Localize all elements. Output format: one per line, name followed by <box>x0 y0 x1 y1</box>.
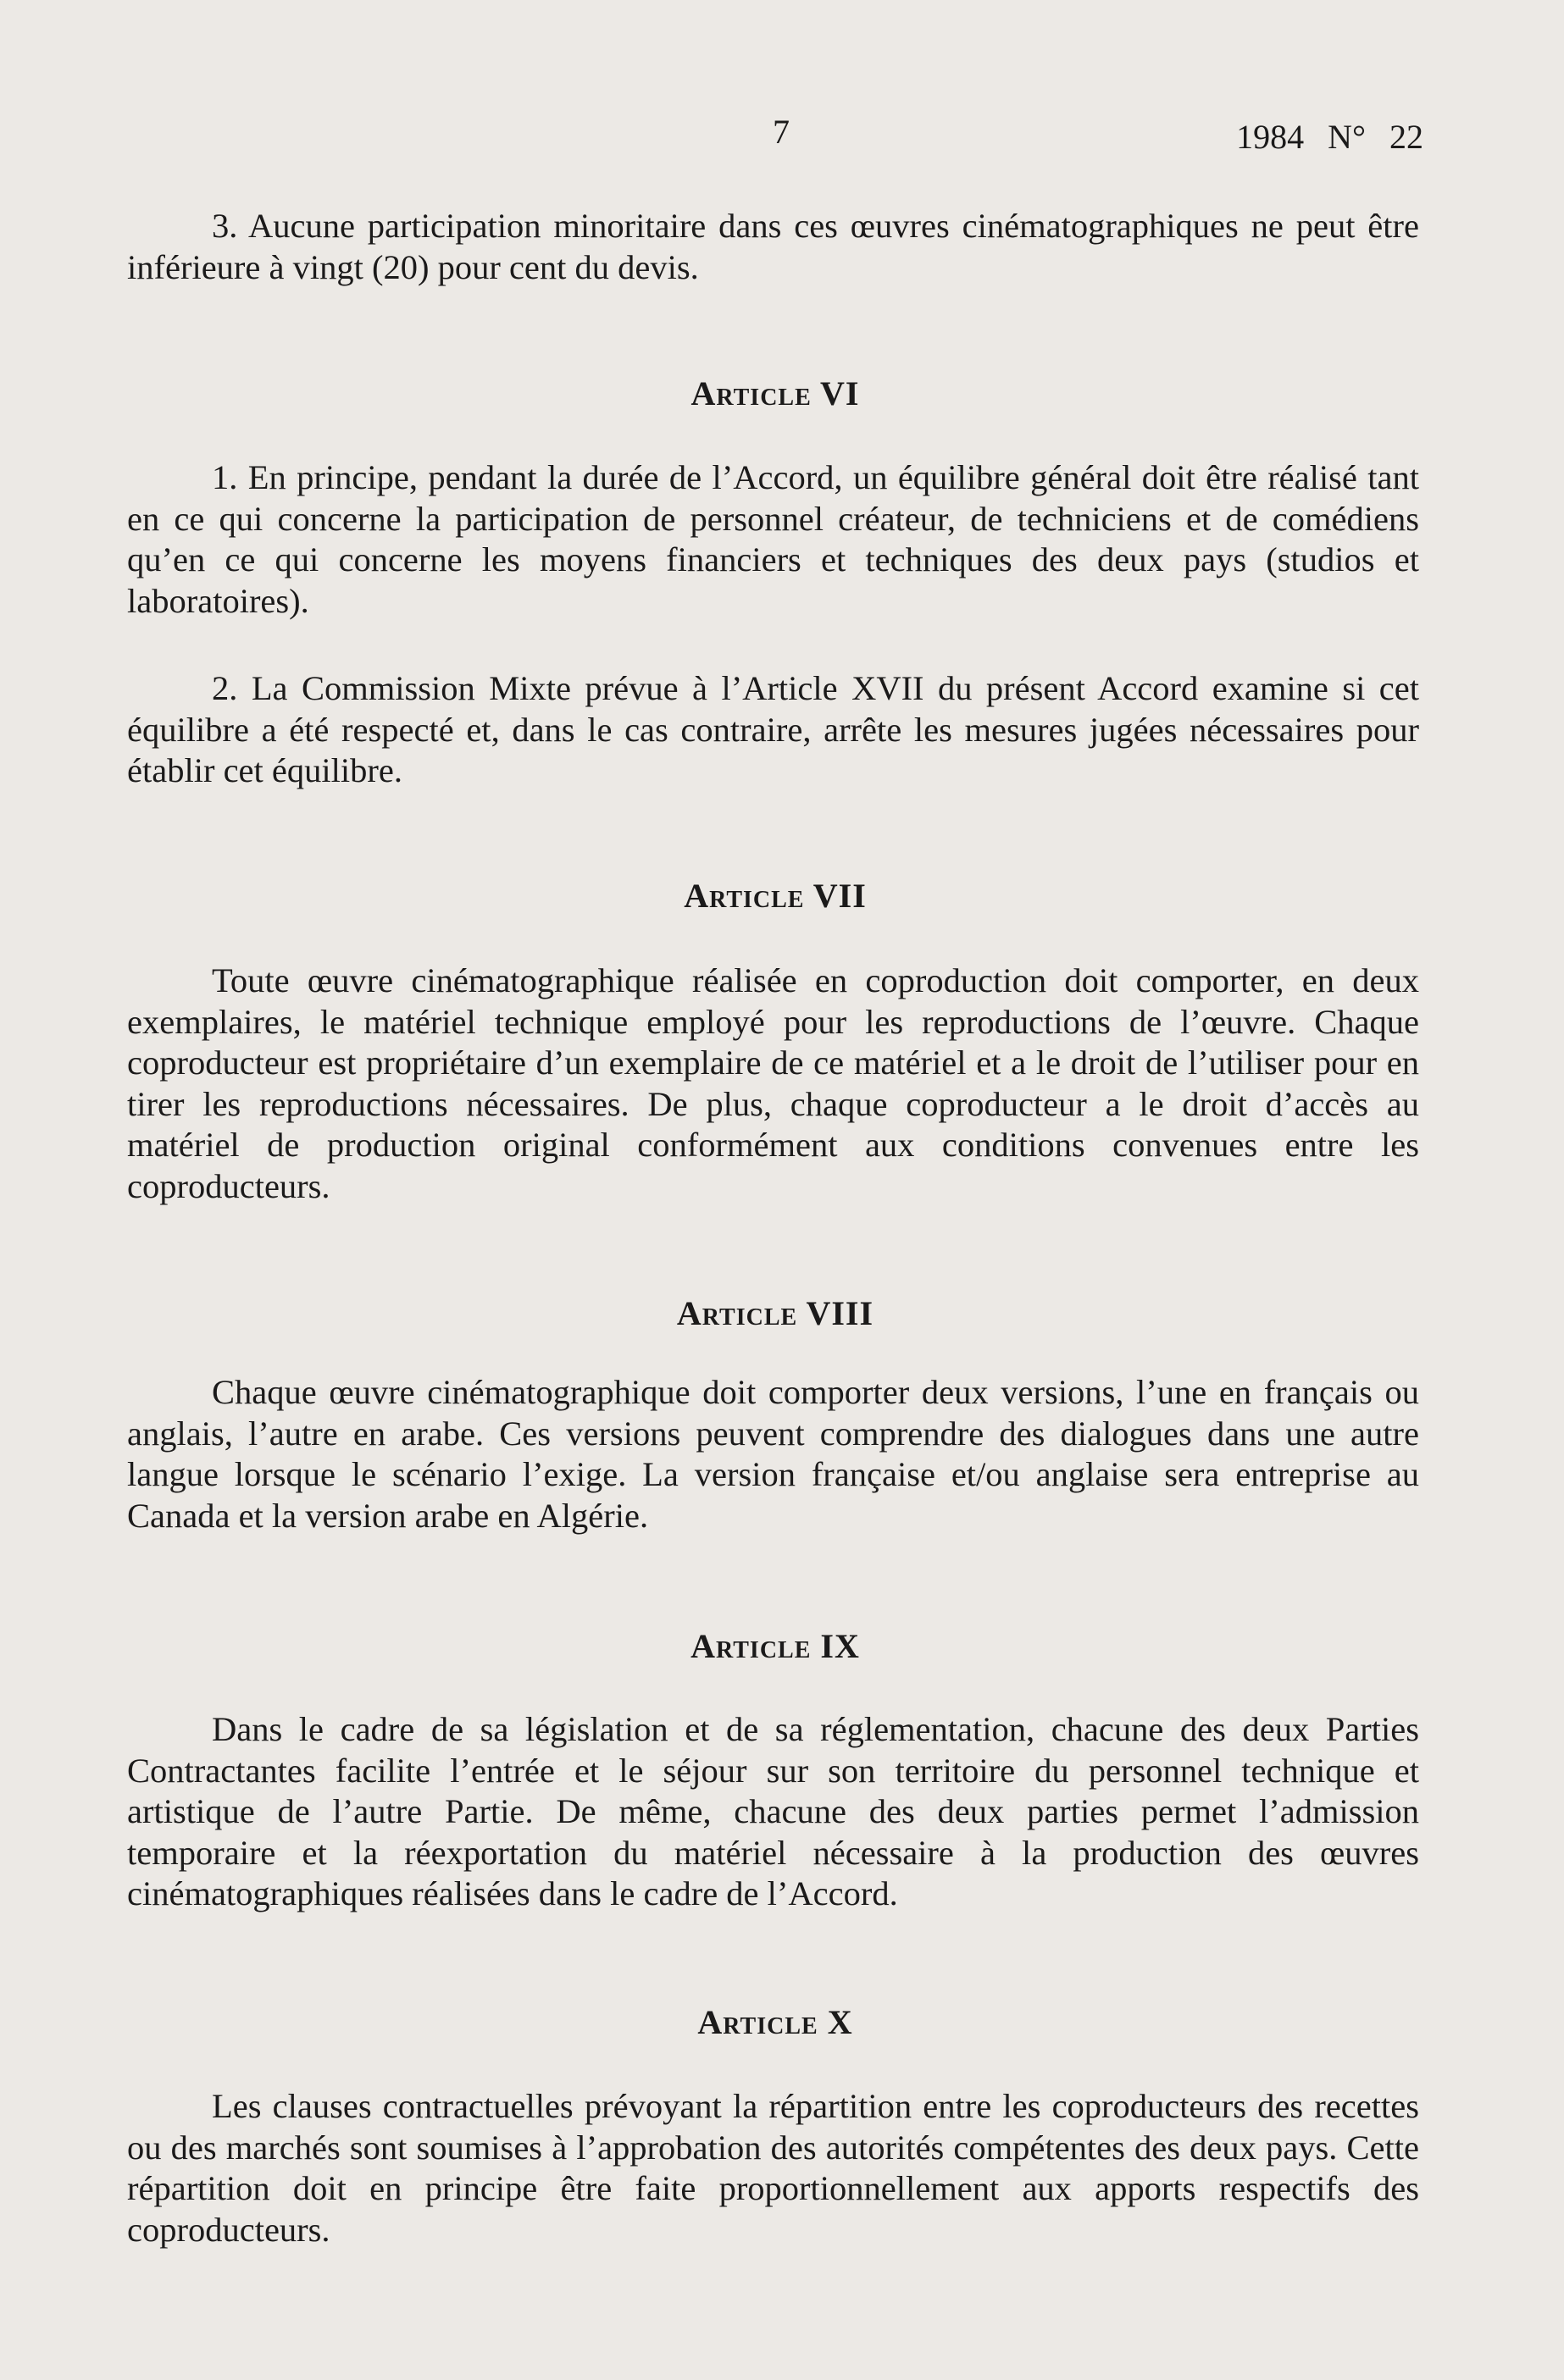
article-7-paragraph-1: Toute œuvre cinématographique réalisée en coproduction doit comporter, en deux exemplaires, le matériel technique employé pour les reproductions de l’œuvre. Chaque coproducteur est propriétaire d’un exemplaire de ce matériel et a le droit de l’utiliser pour en tirer les reproductions nécessaires. De plus, chaque coproducteur a le droit d’accès au matériel de production original conformément aux conditions convenues entre les coproducteurs. <box>127 961 1419 1205</box>
article-7-heading: Article VII <box>684 877 867 915</box>
article-6-paragraph-1: 1. En principe, pendant la durée de l’Accord, un équilibre général doit être réalisé tant en ce qui concerne la participation de personnel créateur, de techniciens et de comédiens qu’en ce qui concerne les moyens financiers et techniques des deux pays (studios et laboratoires). <box>127 458 1419 620</box>
article-6-paragraph-2: 2. La Commission Mixte prévue à l’Article XVII du présent Accord examine si cet équilibre a été respecté et, dans le cas contraire, arrête les mesures jugées nécessaires pour établir cet équilibre. <box>127 669 1419 789</box>
article-8-paragraph-1: Chaque œuvre cinématographique doit comporter deux versions, l’une en français ou anglais, l’autre en arabe. Ces versions peuvent comprendre des dialogues dans une autre langue lorsque le scénario l’exige. La version française et/ou anglaise sera entreprise au Canada et la version arabe en Algérie. <box>127 1373 1419 1535</box>
article-9-heading: Article IX <box>690 1627 860 1665</box>
page-number: 7 <box>773 113 790 151</box>
document-page <box>127 0 1423 2380</box>
article-9-paragraph-1: Dans le cadre de sa législation et de sa réglementation, chacune des deux Parties Contractantes facilite l’entrée et le séjour sur son territoire du personnel technique et artistique de l’autre Partie. De même, chacune des deux parties permet l’admission temporaire et la réexportation du matériel nécessaire à la production des œuvres cinématographiques réalisées dans le cadre de l’Accord. <box>127 1710 1419 1912</box>
article-10-paragraph-1: Les clauses contractuelles prévoyant la répartition entre les coproducteurs des recettes ou des marchés sont soumises à l’approbation des autorités compétentes des deux pays. Cette répartition doit en principe être faite proportionnellement aux apports respectifs des coproducteurs. <box>127 2087 1419 2249</box>
article-10-heading: Article X <box>697 2003 853 2041</box>
article-5-paragraph-3: 3. Aucune participation minoritaire dans ces œuvres cinématographiques ne peut être inférieure à vingt (20) pour cent du devis. <box>127 207 1419 286</box>
article-8-heading: Article VIII <box>676 1294 874 1332</box>
page-header <box>127 112 1423 163</box>
article-6-heading: Article VI <box>690 374 860 412</box>
document-reference: 1984 N° 22 <box>1236 118 1423 156</box>
